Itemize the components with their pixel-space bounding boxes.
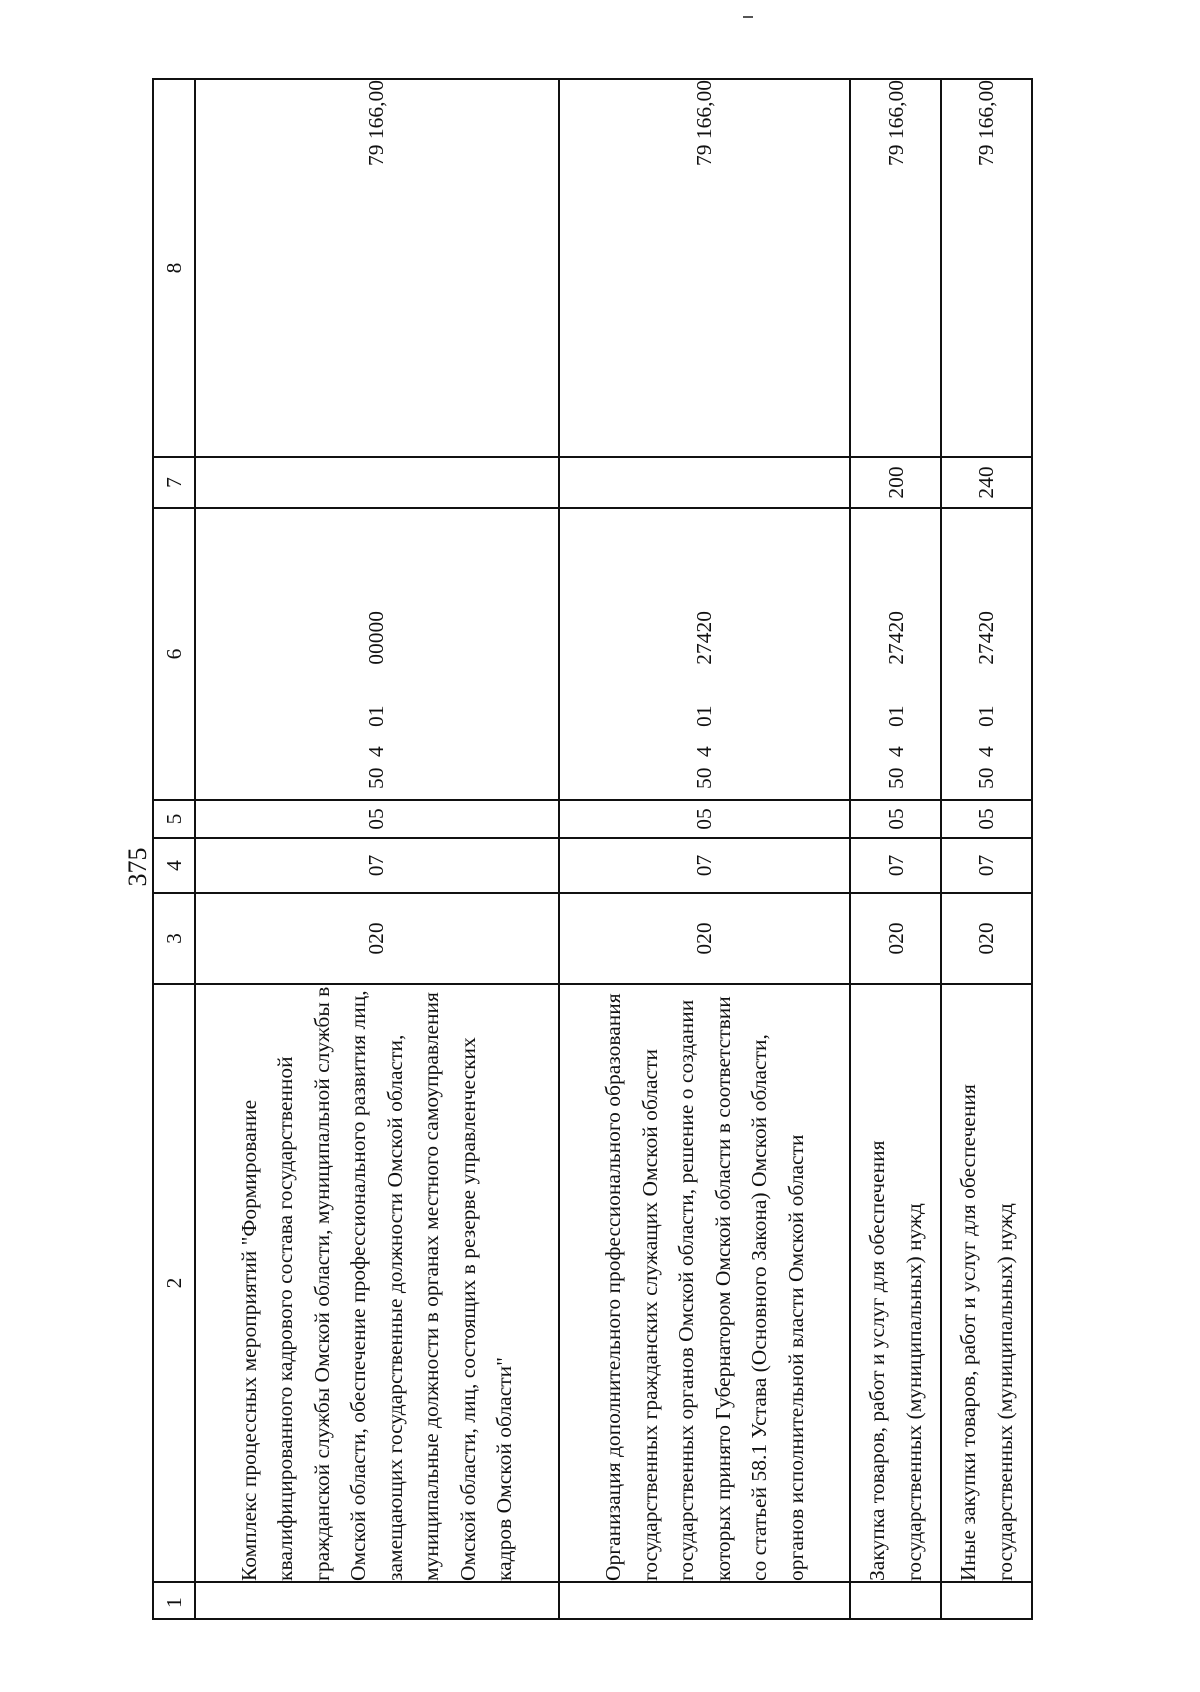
header-cell-7: 7 — [153, 457, 195, 508]
table-row — [941, 79, 1032, 1619]
scan-mark — [743, 16, 753, 18]
code-cell-3: 020 — [850, 893, 941, 984]
header-row — [153, 79, 195, 1619]
code-part: 01 — [883, 705, 908, 727]
header-cell-4: 4 — [153, 838, 195, 893]
code-part: 00000 — [364, 611, 389, 665]
code-part: 4 — [692, 746, 717, 757]
header-cell-3: 3 — [153, 893, 195, 984]
header-cell-2: 2 — [153, 984, 195, 1582]
code-cell-7: 200 — [850, 457, 941, 508]
amount-cell: 79 166,00 — [559, 79, 851, 457]
code-cell-3: 020 — [941, 893, 1032, 984]
amount-cell: 79 166,00 — [195, 79, 559, 457]
code-part: 27420 — [883, 611, 908, 665]
description-cell: Иные закупки товаров, работ и услуг для обеспечения государственных (муниципальных) нужд — [941, 984, 1032, 1582]
table-row — [195, 79, 559, 1619]
description-cell: Комплекс процессных мероприятий "Формирование квалифицированного кадрового состава государственной гражданской службы Омской области, муниципальной службы в Омской области, обеспечение профессионального развития лиц, замещающих государственные должности Омской области, муниципальные должности в органах местного самоуправления Омской области, лиц, состоящих в резерве управленческих кадров Омской области" — [195, 984, 559, 1582]
program-code — [686, 509, 723, 799]
code-cell-5: 05 — [850, 800, 941, 838]
code-part: 50 — [692, 767, 717, 789]
code-cell-4: 07 — [195, 838, 559, 893]
code-cell-6 — [195, 508, 559, 800]
code-part: 01 — [692, 705, 717, 727]
rotated-table-container — [152, 80, 1033, 1620]
code-part: 01 — [974, 705, 999, 727]
header-cell-6: 6 — [153, 508, 195, 800]
code-part: 50 — [883, 767, 908, 789]
code-part: 50 — [974, 767, 999, 789]
code-cell-3: 020 — [559, 893, 851, 984]
code-part: 27420 — [692, 611, 717, 665]
header-cell-8: 8 — [153, 79, 195, 457]
row-number-cell — [195, 1582, 559, 1619]
row-number-cell — [559, 1582, 851, 1619]
code-cell-4: 07 — [850, 838, 941, 893]
program-code — [358, 509, 395, 799]
amount-cell: 79 166,00 — [850, 79, 941, 457]
row-number-cell — [850, 1582, 941, 1619]
code-cell-7 — [195, 457, 559, 508]
code-part: 01 — [364, 705, 389, 727]
description-cell: Организация дополнительного профессионального образования государственных гражданских служащих Омской области государственных органов Омской области, решение о создании которых принято Губернатором Омской области в соответствии со статьей 58.1 Устава (Основного Закона) Омской области, органов исполнительной власти Омской области — [559, 984, 851, 1582]
code-cell-7: 240 — [941, 457, 1032, 508]
table-row — [850, 79, 941, 1619]
code-cell-3: 020 — [195, 893, 559, 984]
header-cell-1: 1 — [153, 1582, 195, 1619]
code-cell-5: 05 — [195, 800, 559, 838]
table-row — [559, 79, 851, 1619]
code-cell-5: 05 — [559, 800, 851, 838]
code-cell-7 — [559, 457, 851, 508]
program-code — [878, 509, 915, 799]
description-cell: Закупка товаров, работ и услуг для обеспечения государственных (муниципальных) нужд — [850, 984, 941, 1582]
amount-cell: 79 166,00 — [941, 79, 1032, 457]
row-number-cell — [941, 1582, 1032, 1619]
code-part: 4 — [974, 746, 999, 757]
code-part: 27420 — [974, 611, 999, 665]
code-cell-4: 07 — [559, 838, 851, 893]
code-cell-4: 07 — [941, 838, 1032, 893]
budget-table — [152, 78, 1033, 1620]
code-cell-6 — [559, 508, 851, 800]
code-part: 4 — [883, 746, 908, 757]
code-cell-6 — [850, 508, 941, 800]
header-cell-5: 5 — [153, 800, 195, 838]
code-part: 4 — [364, 746, 389, 757]
code-cell-5: 05 — [941, 800, 1032, 838]
program-code — [968, 509, 1005, 799]
code-cell-6 — [941, 508, 1032, 800]
code-part: 50 — [364, 767, 389, 789]
